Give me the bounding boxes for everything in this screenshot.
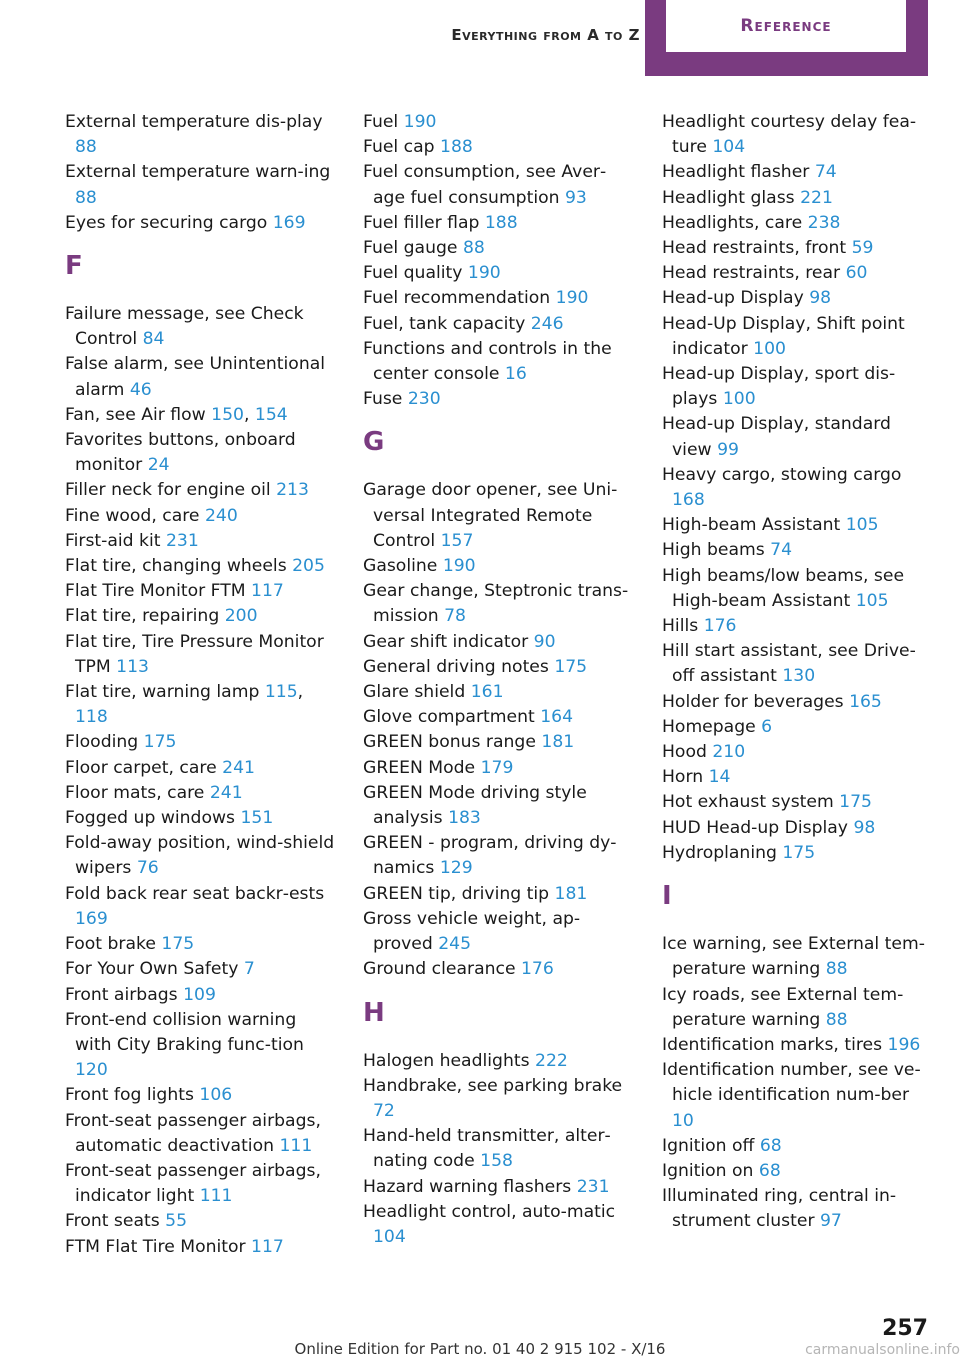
index-entry-text: Fuel (363, 112, 399, 132)
index-entry (363, 957, 633, 982)
index-entry-text: Head restraints, rear (662, 263, 841, 284)
page-link[interactable]: 176 (703, 616, 737, 637)
page-link[interactable]: 72 (373, 1100, 395, 1121)
page-link[interactable]: 241 (209, 782, 243, 803)
index-entry-text: Ground clearance (363, 959, 516, 980)
index-entry (363, 135, 633, 160)
index-entry-text: Flat tire, repairing (65, 606, 220, 627)
index-entry-text: GREEN - program, driving dy‐namics (363, 833, 617, 879)
page-link[interactable]: 169 (75, 908, 108, 929)
index-entry-text: External temperature dis‐play (65, 112, 323, 132)
index-entry-text: Fine wood, care (65, 505, 200, 526)
page-link[interactable]: 117 (251, 1236, 284, 1257)
page-link[interactable]: 165 (849, 691, 882, 712)
page-link[interactable]: 196 (887, 1034, 921, 1055)
index-entry-text: Flat tire, changing wheels (65, 556, 287, 577)
watermark: carmanualsonline.info (805, 1342, 960, 1358)
index-entry (662, 1159, 932, 1184)
page-link[interactable]: 111 (199, 1186, 233, 1207)
index-entry (363, 286, 633, 311)
page-link[interactable]: 55 (165, 1211, 188, 1232)
index-entry (363, 680, 633, 705)
index-entry-text: Identification marks, tires (662, 1034, 883, 1055)
index-entry (662, 211, 932, 236)
page-link[interactable]: 181 (554, 883, 588, 904)
index-entry (662, 412, 932, 462)
page-link[interactable]: 88 (825, 959, 848, 980)
index-entry (363, 211, 633, 236)
index-entry (363, 705, 633, 730)
page-link[interactable]: 100 (722, 389, 756, 410)
index-letter-heading: I (662, 881, 672, 912)
index-entry-text: Fuel quality (363, 263, 463, 284)
page-link[interactable]: 106 (199, 1085, 233, 1106)
page-link[interactable]: 14 (708, 767, 731, 788)
index-letter-heading: H (363, 997, 385, 1028)
index-entry-text: External temperature warn‐ing (65, 162, 331, 183)
page-link[interactable]: 181 (541, 732, 575, 753)
page-link[interactable]: 168 (672, 490, 705, 511)
page-link[interactable]: 88 (75, 187, 97, 208)
index-entry (65, 1083, 335, 1108)
index-entry (662, 160, 932, 185)
page-link[interactable]: 113 (116, 656, 149, 677)
page-link[interactable]: 109 (183, 984, 216, 1005)
page-link[interactable]: 188 (440, 137, 473, 158)
index-entry-text: Fuel cap (363, 137, 435, 158)
index-entry-text: Hot exhaust system (662, 792, 834, 813)
index-entry (363, 554, 633, 579)
index-entry-text: Gear change, Steptronic trans‐mission (363, 581, 629, 627)
page-link[interactable]: 175 (782, 842, 816, 863)
page-link[interactable]: 210 (712, 742, 746, 763)
index-entry (65, 957, 335, 982)
page-link[interactable]: 99 (717, 439, 739, 460)
index-entry (65, 554, 335, 579)
page-link[interactable]: 68 (758, 1160, 781, 1181)
index-entry-text: Fuel, tank capacity (363, 313, 526, 334)
index-entry-text: Ignition on (662, 1160, 754, 1181)
index-entry (65, 160, 335, 210)
index-entry (363, 337, 633, 387)
index-entry-text: Glare shield (363, 682, 466, 703)
page-link[interactable]: 154 (254, 404, 288, 425)
page-link[interactable]: 179 (480, 757, 514, 778)
index-column-2 (363, 110, 633, 1250)
index-entry-text: Front-end collision warning with City Braking func‐tion (65, 1009, 304, 1055)
page-link[interactable]: 78 (444, 606, 466, 627)
index-entry-text: Garage door opener, see Uni‐versal Integrated Remote Control (363, 480, 618, 551)
page-link[interactable]: 157 (440, 530, 474, 551)
index-entry (363, 655, 633, 680)
index-entry-text: Holder for beverages (662, 691, 844, 712)
page-link[interactable]: 74 (814, 162, 837, 183)
page-link[interactable]: 175 (143, 732, 177, 753)
index-entry-text: Homepage (662, 716, 756, 737)
index-entry-text: Flat tire, Tire Pressure Monitor TPM (65, 631, 324, 677)
index-entry-text: Fuel gauge (363, 238, 458, 259)
index-entry-text: HUD Head-up Display (662, 817, 848, 838)
page-link[interactable]: 97 (820, 1211, 842, 1232)
page-link[interactable]: 6 (761, 716, 773, 737)
page-link[interactable]: 246 (530, 313, 564, 334)
page-link[interactable]: 231 (576, 1176, 610, 1197)
index-entry-text: Headlights, care (662, 212, 803, 233)
index-entry (363, 261, 633, 286)
index-entry (662, 261, 932, 286)
index-entry-text: Fogged up windows (65, 808, 235, 829)
index-entry (363, 831, 633, 881)
page-link[interactable]: 176 (521, 959, 554, 980)
page-link[interactable]: 88 (825, 1009, 848, 1030)
page-link[interactable]: 84 (142, 329, 165, 350)
page-link[interactable]: 10 (672, 1110, 694, 1131)
page-link[interactable]: 164 (540, 707, 574, 728)
page-link[interactable]: 76 (136, 858, 159, 879)
index-entry-text: Front airbags (65, 984, 178, 1005)
index-entry (65, 352, 335, 402)
index-entry-text: Head-Up Display, Shift point indicator (662, 313, 905, 359)
reference-tab (645, 0, 928, 76)
index-entry-text: GREEN tip, driving tip (363, 883, 550, 904)
index-entry (65, 630, 335, 680)
page-link[interactable]: 245 (438, 934, 472, 955)
index-entry (363, 236, 633, 261)
index-entry (65, 806, 335, 831)
page-link[interactable]: 240 (204, 505, 238, 526)
index-entry (65, 781, 335, 806)
index-entry-text: High-beam Assistant (662, 515, 841, 536)
page-link[interactable]: 231 (166, 530, 199, 551)
index-entry-text: GREEN bonus range (363, 732, 536, 753)
page-link[interactable]: 169 (272, 212, 306, 233)
index-entry-text: Handbrake, see parking brake (363, 1075, 623, 1096)
page-link[interactable]: 200 (224, 606, 258, 627)
index-entry-text: Headlight flasher (662, 162, 810, 183)
index-entry (662, 841, 932, 866)
page-link[interactable]: 150 (211, 404, 244, 425)
index-entry-text: Flooding (65, 732, 139, 753)
index-entry-text: Hand-held transmitter, alter‐nating code (363, 1126, 611, 1172)
page-link[interactable]: 230 (407, 389, 441, 410)
index-entry-text: Foot brake (65, 934, 156, 955)
index-entry-text: Glove compartment (363, 707, 535, 728)
index-entry-text: Horn (662, 767, 704, 788)
index-entry (662, 690, 932, 715)
index-entry-text: General driving notes (363, 656, 549, 677)
page-link[interactable]: 88 (462, 238, 485, 259)
index-entry (363, 1175, 633, 1200)
index-entry-text: High beams/low beams, see High-beam Assistant (662, 565, 905, 611)
page-link[interactable]: 221 (800, 187, 833, 208)
index-entry-text: First-aid kit (65, 530, 161, 551)
page-number: 257 (882, 1316, 928, 1341)
page-link[interactable]: 118 (75, 707, 108, 728)
index-entry (363, 160, 633, 210)
page-link[interactable]: 24 (147, 455, 170, 476)
page-link[interactable]: 190 (442, 556, 476, 577)
index-entry (662, 513, 932, 538)
index-entry-text: Headlight control, auto‐matic (363, 1201, 616, 1222)
page-link[interactable]: 129 (439, 858, 473, 879)
index-entry-text: Illuminated ring, central in‐strument cluster (662, 1186, 897, 1232)
edition-footer: Online Edition for Part no. 01 40 2 915 102 - X/16 (294, 1340, 666, 1358)
page-link[interactable]: 7 (243, 959, 255, 980)
index-entry-text: Eyes for securing cargo (65, 212, 268, 233)
index-entry-text: Fan, see Air flow (65, 404, 206, 425)
page-link[interactable]: 183 (448, 808, 481, 829)
index-entry-text: Headlight glass (662, 187, 795, 208)
index-entry-text: Gross vehicle weight, ap‐proved (363, 908, 581, 955)
index-entry (65, 730, 335, 755)
page-link[interactable]: 161 (470, 682, 504, 703)
index-entry (662, 463, 932, 513)
index-entry (662, 983, 932, 1033)
index-entry-text: Head restraints, front (662, 238, 847, 259)
index-entry-text: Fuel filler flap (363, 212, 480, 233)
index-entry-text: Hazard warning flashers (363, 1176, 572, 1197)
section-title: Everything from A to Z (451, 26, 640, 44)
index-entry (65, 504, 335, 529)
index-entry-text: Fold-away position, wind‐shield wipers (65, 833, 335, 879)
index-entry-text: Filler neck for engine oil (65, 480, 271, 501)
index-entry (363, 478, 633, 554)
index-entry-text: Gasoline (363, 556, 438, 577)
page-link[interactable]: 120 (75, 1060, 108, 1081)
index-entry-text: Front-seat passenger airbags, automatic deactivation (65, 1110, 321, 1156)
index-entry (65, 882, 335, 932)
index-entry (662, 110, 932, 160)
page-separator: , (297, 682, 304, 703)
index-entry (662, 286, 932, 311)
page-link[interactable]: 175 (161, 934, 195, 955)
index-entry-text: Hills (662, 616, 699, 637)
index-entry (662, 564, 932, 614)
index-entry-text: For Your Own Safety (65, 959, 239, 980)
index-entry-text: Fuel recommendation (363, 288, 551, 309)
index-entry-text: Halogen headlights (363, 1050, 530, 1071)
index-entry-text: Head-up Display, standard view (662, 414, 891, 460)
index-entry (65, 1235, 335, 1260)
page-link[interactable]: 74 (770, 540, 793, 561)
index-letter-heading: G (363, 427, 385, 458)
page-link[interactable]: 104 (373, 1226, 406, 1247)
index-entry-text: Head-up Display (662, 288, 804, 309)
page-link[interactable]: 188 (484, 212, 518, 233)
index-entry (363, 579, 633, 629)
page-link[interactable]: 175 (839, 792, 872, 813)
index-entry (662, 1058, 932, 1134)
index-entry-text: Favorites buttons, onboard monitor (65, 430, 296, 476)
index-entry (363, 907, 633, 957)
index-entry-text: False alarm, see Unintentional alarm (65, 354, 326, 400)
page-link[interactable]: 130 (782, 666, 816, 687)
index-entry-text: Front-seat passenger airbags, indicator light (65, 1160, 321, 1207)
index-entry-text: Front fog lights (65, 1085, 194, 1106)
page-link[interactable]: 68 (759, 1135, 782, 1156)
index-entry-text: GREEN Mode (363, 757, 476, 778)
index-entry (662, 312, 932, 362)
index-entry-text: Icy roads, see External tem‐perature warning (662, 984, 904, 1030)
index-entry (65, 302, 335, 352)
index-entry-text: Flat Tire Monitor FTM (65, 581, 246, 602)
index-entry-text: Hydroplaning (662, 842, 777, 863)
index-entry-text: FTM Flat Tire Monitor (65, 1236, 246, 1257)
index-entry-text: Floor carpet, care (65, 757, 217, 778)
index-entry (65, 680, 335, 730)
index-column-3 (662, 110, 932, 1235)
index-entry (363, 730, 633, 755)
page-link[interactable]: 104 (712, 137, 746, 158)
index-entry (363, 1124, 633, 1174)
index-entry (65, 579, 335, 604)
index-entry (65, 529, 335, 554)
page-link[interactable]: 98 (853, 817, 876, 838)
index-entry (65, 1209, 335, 1234)
index-entry (662, 538, 932, 563)
index-entry (662, 1134, 932, 1159)
index-entry (662, 790, 932, 815)
page-link[interactable]: 190 (403, 112, 437, 132)
index-entry (65, 1109, 335, 1159)
page-link[interactable]: 60 (845, 263, 868, 284)
page-link[interactable]: 117 (251, 581, 284, 602)
index-entry-text: Fuel consumption, see Aver‐age fuel consumption (363, 162, 607, 208)
page-link[interactable]: 111 (279, 1135, 313, 1156)
index-entry (662, 236, 932, 261)
index-entry (65, 211, 335, 236)
page-link[interactable]: 100 (753, 338, 786, 359)
index-entry-text: GREEN Mode driving style analysis (363, 782, 587, 829)
index-entry-text: Fuse (363, 389, 403, 410)
index-entry (662, 186, 932, 211)
index-entry (363, 781, 633, 831)
index-entry-text: Ignition off (662, 1135, 755, 1156)
index-entry (65, 428, 335, 478)
index-entry-text: Identification number, see ve‐hicle identification num‐ber (662, 1060, 921, 1106)
page-link[interactable]: 222 (535, 1050, 568, 1071)
index-letter-heading: F (65, 251, 83, 282)
index-column-1 (65, 110, 335, 1260)
page-link[interactable]: 190 (555, 288, 589, 309)
index-entry (662, 639, 932, 689)
index-entry-text: Fold back rear seat backr‐ests (65, 883, 325, 904)
index-entry-text: High beams (662, 540, 765, 561)
page-link[interactable]: 93 (565, 187, 587, 208)
reference-tab-label: Reference (666, 0, 906, 52)
index-entry (662, 816, 932, 841)
page-link[interactable]: 190 (467, 263, 501, 284)
index-entry (662, 932, 932, 982)
index-entry-text: Gear shift indicator (363, 631, 529, 652)
index-entry-text: Hill start assistant, see Drive-off assistant (662, 641, 916, 687)
index-entry-text: Functions and controls in the center console (363, 338, 612, 385)
index-entry-text: Head-up Display, sport dis‐plays (662, 364, 896, 410)
page-link[interactable]: 105 (855, 590, 889, 611)
index-entry (65, 1159, 335, 1209)
page-link[interactable]: 98 (809, 288, 832, 309)
index-entry (65, 983, 335, 1008)
page-link[interactable]: 105 (845, 515, 879, 536)
index-entry (65, 110, 335, 160)
index-entry (363, 1200, 633, 1250)
index-entry (65, 604, 335, 629)
index-entry (65, 403, 335, 428)
page-link[interactable]: 115 (264, 682, 298, 703)
index-entry (65, 831, 335, 881)
page-link[interactable]: 241 (222, 757, 255, 778)
page-link[interactable]: 88 (75, 137, 97, 158)
index-entry-text: Front seats (65, 1211, 160, 1232)
page-link[interactable]: 175 (554, 656, 588, 677)
index-entry-text: Ice warning, see External tem‐perature warning (662, 934, 925, 980)
index-entry-text: Headlight courtesy delay fea‐ture (662, 112, 917, 158)
index-entry-text: Failure message, see Check Control (65, 304, 304, 350)
index-entry (662, 614, 932, 639)
index-entry (662, 740, 932, 765)
index-entry (363, 882, 633, 907)
index-entry (363, 110, 633, 135)
page-link[interactable]: 238 (807, 212, 841, 233)
page-link[interactable]: 90 (533, 631, 556, 652)
page-link[interactable]: 213 (276, 480, 309, 501)
index-entry (65, 1008, 335, 1084)
index-entry (363, 1074, 633, 1124)
page-separator: , (243, 404, 255, 425)
index-entry (662, 765, 932, 790)
index-entry (363, 312, 633, 337)
index-entry (65, 478, 335, 503)
index-entry-text: Flat tire, warning lamp (65, 682, 260, 703)
page-link[interactable]: 158 (480, 1151, 513, 1172)
index-entry (662, 715, 932, 740)
index-entry-text: Heavy cargo, stowing cargo (662, 464, 902, 485)
index-entry (65, 756, 335, 781)
page-link[interactable]: 205 (292, 556, 325, 577)
index-entry (363, 1049, 633, 1074)
page-link[interactable]: 46 (129, 379, 152, 400)
index-entry (662, 1184, 932, 1234)
index-entry (662, 1033, 932, 1058)
index-entry (65, 932, 335, 957)
index-entry (363, 756, 633, 781)
index-entry-text: Floor mats, care (65, 782, 205, 803)
page-link[interactable]: 16 (504, 364, 527, 385)
index-entry (662, 362, 932, 412)
index-entry (363, 387, 633, 412)
index-entry-text: Hood (662, 742, 707, 763)
page-link[interactable]: 59 (851, 238, 874, 259)
page-link[interactable]: 151 (240, 808, 274, 829)
index-entry (363, 630, 633, 655)
